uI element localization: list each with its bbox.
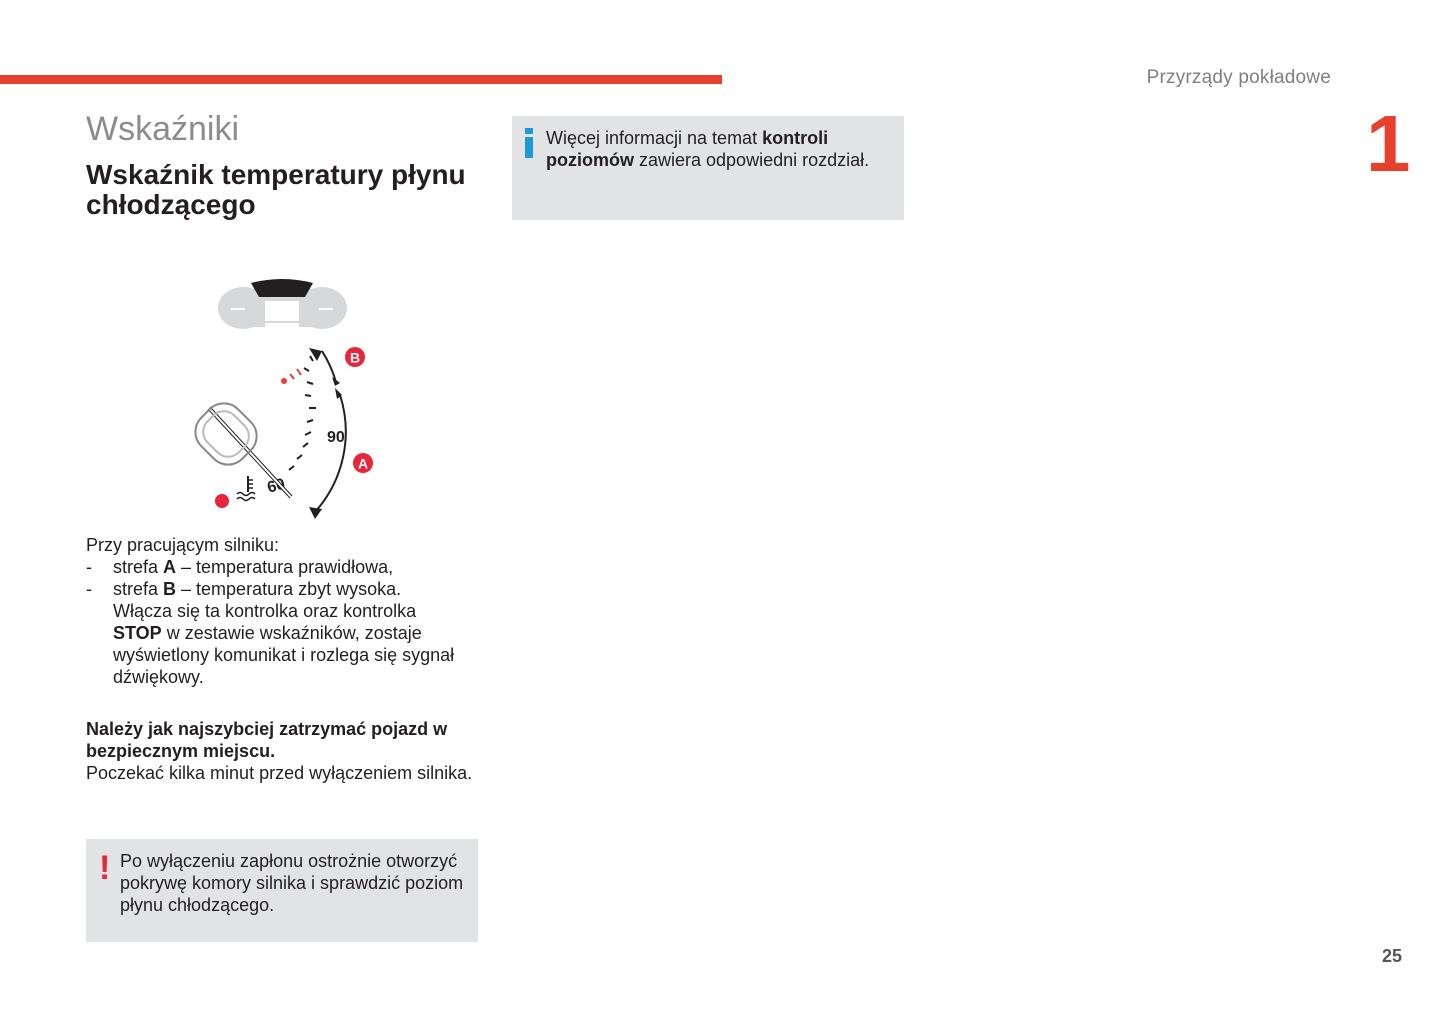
instrument-cluster-icon	[218, 279, 347, 329]
continuation-bold: STOP	[113, 623, 162, 643]
gauge-tick-label-60: 60	[265, 475, 288, 497]
coolant-temperature-gauge-illustration	[185, 275, 385, 525]
alert-note-box	[86, 839, 478, 942]
list-item-pre: strefa	[113, 579, 164, 599]
coolant-temperature-icon	[237, 476, 255, 501]
wait-instruction: Poczekać kilka minut przed wyłączeniem silnika.	[86, 763, 473, 783]
list-dash: -	[86, 579, 92, 599]
zone-a-marker	[353, 453, 373, 473]
gauge-needle	[187, 395, 291, 497]
alert-note-text: Po wyłączeniu zapłonu ostrożnie otworzyć pokrywę komory silnika i sprawdzić poziom płynu chłodzącego.	[120, 851, 464, 915]
info-icon	[525, 128, 533, 158]
info-text-bold: kontroli poziomów	[546, 128, 829, 170]
info-note-text	[546, 127, 896, 171]
section-title: Wskaźniki	[86, 110, 240, 148]
warning-light-dot	[215, 494, 229, 508]
intro-text: Przy pracującym silniku:	[86, 535, 280, 555]
zone-b-label: B	[349, 349, 361, 366]
page-number: 25	[1382, 946, 1403, 966]
chapter-number: 1	[1366, 99, 1411, 188]
info-text-after: zawiera odpowiedni rozdział.	[634, 150, 870, 170]
header-accent-bar	[0, 75, 722, 84]
list-item-pre: strefa	[113, 557, 164, 577]
chapter-header-title: Przyrządy pokładowe	[1146, 67, 1331, 88]
list-item-zone: B	[163, 579, 177, 599]
gauge-tick-label-90: 90	[327, 429, 345, 446]
list-dash: -	[86, 557, 92, 577]
zone-a-label: A	[357, 455, 369, 472]
zone-list	[86, 556, 486, 688]
gauge-scale-ticks	[281, 356, 316, 470]
continuation-text-2: w zestawie wskaźników, zostaje wyświetlony komunikat i rozlega się sygnał dźwiękowy.	[113, 623, 455, 687]
stop-vehicle-warning: Należy jak najszybciej zatrzymać pojazd w bezpiecznym miejscu.	[86, 719, 448, 761]
list-item	[86, 556, 486, 578]
list-item-zone: A	[163, 557, 177, 577]
info-text-before: Więcej informacji na temat	[546, 128, 763, 148]
info-note-box	[512, 116, 904, 220]
list-continuation	[86, 600, 467, 688]
exclamation-icon: !	[99, 849, 111, 887]
list-item-post: – temperatura zbyt wysoka.	[176, 579, 402, 599]
continuation-text-1: Włącza się ta kontrolka oraz kontrolka	[113, 601, 417, 621]
list-item-post: – temperatura prawidłowa,	[176, 557, 394, 577]
zone-b-marker	[345, 347, 365, 367]
list-item	[86, 578, 486, 600]
subsection-title: Wskaźnik temperatury płynu chłodzącego	[86, 159, 466, 220]
